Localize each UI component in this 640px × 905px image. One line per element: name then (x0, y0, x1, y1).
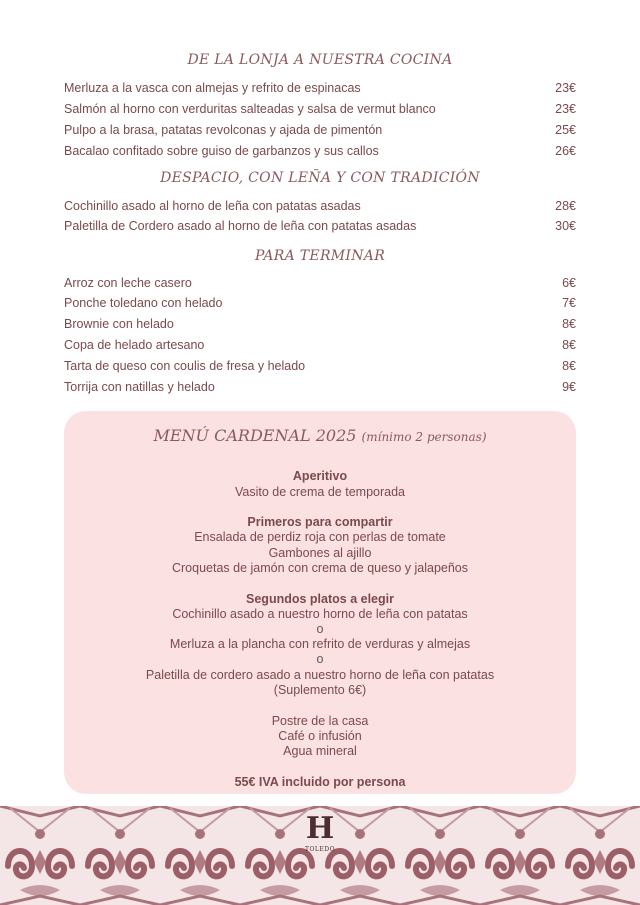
dish-name: Tarta de queso con coulis de fresa y helado (64, 359, 306, 373)
primeros-dish: Gambones al ajillo (268, 546, 372, 560)
dish-name: Cochinillo asado al horno de leña con patatas asadas (64, 199, 361, 213)
segundos-heading: Segundos platos a elegir (246, 592, 394, 606)
dish-name: Brownie con helado (64, 317, 174, 331)
menu-cardenal-title (64, 426, 576, 445)
dish-price: 9€ (562, 380, 576, 394)
dish-name: Ponche toledano con helado (64, 296, 223, 310)
extra-item: Agua mineral (283, 744, 357, 758)
dish-price: 8€ (562, 317, 576, 331)
menu-item (64, 356, 576, 376)
aperitivo-dish: Vasito de crema de temporada (234, 485, 405, 499)
dish-name: Bacalao confitado sobre guiso de garbanzos y sus callos (64, 144, 379, 158)
menu-item (64, 216, 576, 236)
extra-item: Postre de la casa (271, 714, 369, 728)
logo-monogram-icon: H (305, 811, 335, 846)
menu-item (64, 99, 576, 119)
menu-item (64, 273, 576, 293)
menu-item (64, 196, 576, 216)
dish-name: Pulpo a la brasa, patatas revolconas y ajada de pimentón (64, 123, 383, 137)
dish-price: 28€ (555, 199, 576, 213)
logo-city: TOLEDO (304, 846, 335, 853)
dish-price: 26€ (555, 144, 576, 158)
dish-price: 7€ (562, 296, 576, 310)
dish-price: 6€ (562, 276, 576, 290)
restaurant-logo (302, 812, 338, 854)
supplement-note: (Suplemento 6€) (273, 683, 367, 697)
primeros-dish: Croquetas de jamón con crema de queso y jalapeños (171, 561, 468, 575)
segundos-dish: Cochinillo asado a nuestro horno de leña con patatas (172, 607, 468, 621)
dish-name: Copa de helado artesano (64, 338, 205, 352)
menu-item (64, 141, 576, 161)
menu-item (64, 335, 576, 355)
dish-name: Torrija con natillas y helado (64, 380, 215, 394)
menu-cardenal-note: (mínimo 2 personas) (361, 430, 487, 444)
dish-name: Paletilla de Cordero asado al horno de leña con patatas asadas (64, 219, 417, 233)
section-title-lena: DESPACIO, CON LEÑA Y CON TRADICIÓN (160, 170, 480, 186)
primeros-heading: Primeros para compartir (247, 515, 393, 529)
dish-price: 23€ (555, 81, 576, 95)
segundos-or: o (316, 652, 324, 666)
dish-price: 30€ (555, 219, 576, 233)
section-title-postres: PARA TERMINAR (254, 248, 386, 264)
segundos-dish: Merluza a la plancha con refrito de verduras y almejas (169, 637, 471, 651)
dish-name: Arroz con leche casero (64, 276, 192, 290)
extra-item: Café o infusión (278, 729, 362, 743)
dish-price: 8€ (562, 359, 576, 373)
menu-cardenal-box (64, 411, 576, 794)
menu-item (64, 78, 576, 98)
dish-price: 25€ (555, 123, 576, 137)
aperitivo-heading: Aperitivo (292, 469, 348, 483)
menu-cardenal-name: MENÚ CARDENAL 2025 (153, 426, 357, 445)
menu-price-line: 55€ IVA incluido por persona (234, 775, 406, 789)
primeros-dish: Ensalada de perdiz roja con perlas de tomate (194, 530, 446, 544)
dish-price: 8€ (562, 338, 576, 352)
segundos-or: o (316, 622, 324, 636)
menu-item (64, 293, 576, 313)
menu-item (64, 377, 576, 397)
menu-item (64, 120, 576, 140)
dish-price: 23€ (555, 102, 576, 116)
dish-name: Salmón al horno con verduritas salteadas y salsa de vermut blanco (64, 102, 436, 116)
section-title-lonja: DE LA LONJA A NUESTRA COCINA (187, 52, 453, 68)
dish-name: Merluza a la vasca con almejas y refrito de espinacas (64, 81, 361, 95)
menu-item (64, 314, 576, 334)
segundos-dish: Paletilla de cordero asado a nuestro horno de leña con patatas (145, 668, 495, 682)
